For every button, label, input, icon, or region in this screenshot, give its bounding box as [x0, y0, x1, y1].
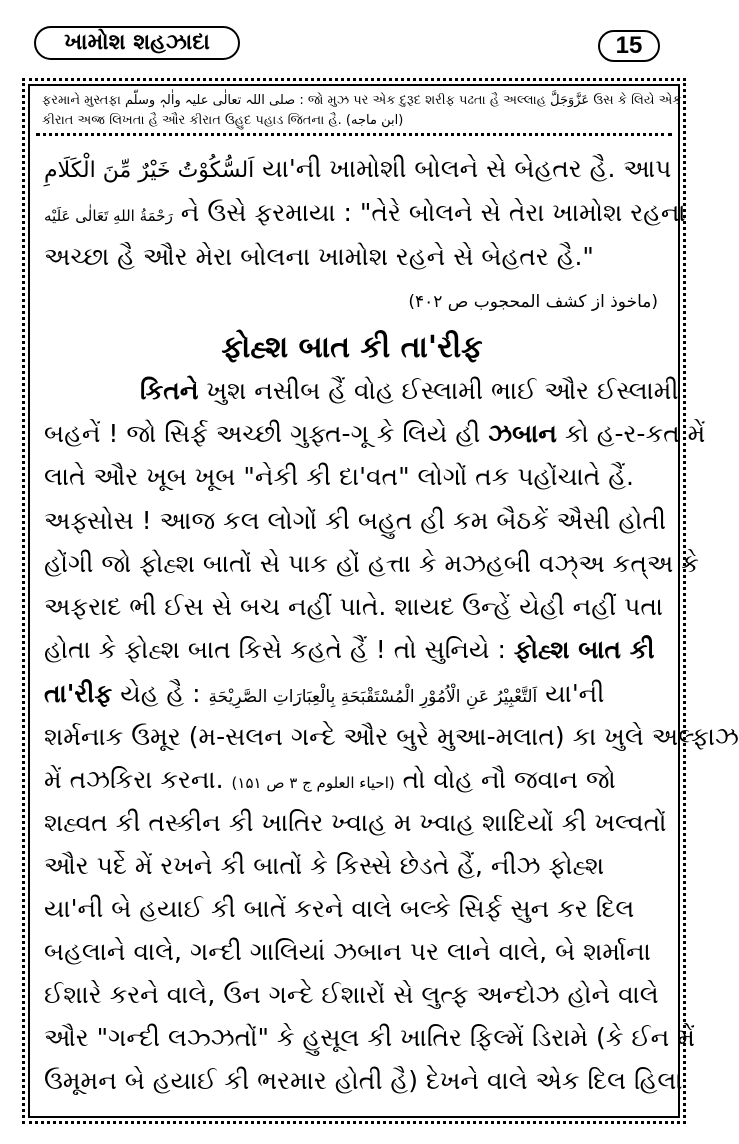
notice-line-1: ફરમાને મુસ્તફા صلی اللہ تعالٰی علیہ واٰلہٖ وسلّم : જો મુઝ પર એક દુરૂદ શરીફ પઢતા હૈ અલ્લાહ عَزَّوَجَلَّ ઉસ કે લિયે એક: [42, 93, 682, 108]
body-l1-bold: કિતને: [140, 376, 199, 405]
hadith-notice: [36, 90, 682, 136]
body-l8-a: યેહ હૈ :: [112, 679, 209, 708]
body-line-17: ઉમૂમન બે હયાઈ કી ભરમાર હોતી હૈ) દેખને વાલે એક દિલ હિલા: [44, 1066, 683, 1095]
notice-line-2: કીરાત અજ્ર લિખતા હૈ ઔર કીરાત ઉહુદ પહાડ જિતના હૈ. (ابن ماجه): [42, 113, 404, 128]
body-line-4: અફ્સોસ ! આજ કલ લોગોં કી બહુત હી કમ બૈઠકેં ઐસી હોતી: [44, 506, 667, 535]
body-line-7: [44, 631, 660, 671]
body-line-10: [44, 761, 660, 801]
body-l2-a: બહનેં ! જો સિર્ફ અચ્છી ગુફ્ત-ગૂ કે લિયે હી: [44, 419, 489, 448]
body-line-13: યા'ની બે હયાઈ કી બાતેં કરને વાલે બલ્કે સિર્ફ સુન કર દિલ: [44, 894, 635, 923]
body-l7-a: હોતા કે ફોહ્શ બાત કિસે કહતે હૈં ! તો સુનિયે :: [44, 635, 514, 664]
body-line-5: હોંગી જો ફોહ્શ બાતોં સે પાક હોં હત્તા કે મઝહબી વઝ્અ કત્અ કે: [44, 549, 699, 578]
body-line-16: ઔર "ગન્દી લઝ્ઝતોં" કે હુસૂલ કી ખાતિર ફિલ્મેં ડિરામે (કે ઈન મેં: [44, 1023, 695, 1052]
body-line-14: બહલાને વાલે, ગન્દી ગાલિયાં ઝબાન પર લાને વાલે, બે શર્માના: [44, 937, 651, 966]
body-line-1: [44, 372, 679, 412]
para1-line-3: અચ્છા હૈ ઔર મેરા બોલના ખામોશ રહને સે બેહતર હૈ.": [44, 242, 594, 271]
body-line-2: [44, 415, 706, 455]
body-line-8: [44, 675, 660, 715]
arabic-dua: رَحْمَةُ اللهِ تَعَالٰى عَلَيْه: [44, 207, 173, 225]
body-line-11: શહ્વત કી તસ્કીન કી ખાતિર ખ્વાહ મ ખ્વાહ શાદિયોં કી ખલ્વતોં: [44, 808, 667, 837]
body-line-3: લાતે ઔર ખૂબ ખૂબ "નેકી કી દા'વત" લોગોં તક પહોંચાતે હૈં.: [44, 462, 634, 491]
body-l8-b: યા'ની: [537, 679, 605, 708]
body-line-6: અફરાદ ભી ઈસ સે બચ નહીં પાતે. શાયદ ઉન્હેં યેહી નહીં પતા: [44, 592, 664, 621]
source-reference: (ماخوذ از کشف المحجوب ص ۴۰۲): [408, 292, 658, 312]
body-line-9: શર્મનાક ઉમૂર (મ-સલન ગન્દે ઔર બુરે મુઆ-મલાત) કા ખુલે અલ્ફાઝ: [44, 722, 739, 751]
body-l2-bold: ઝબાન: [488, 419, 557, 448]
body-l1-rest: ખુશ નસીબ હૈં વોહ ઈસ્લામી ભાઈ ઔર ઈસ્લામી: [198, 376, 679, 405]
arabic-quote: اَلسُّكُوْتُ خَيْرٌ مِّنَ الْكَلَامِ: [44, 158, 255, 183]
body-line-15: ઈશારે કરને વાલે, ઉન ગન્દે ઈશારોં સે લુત્ફ અન્દોઝ હોને વાલે: [44, 980, 659, 1009]
page-number: 15: [598, 30, 660, 62]
body-l2-b: કો હ-ર-કત મેં: [556, 419, 706, 448]
para1-line1-text: યા'ની ખામોશી બોલને સે બેહતર હૈ. આપ: [262, 154, 672, 183]
section-heading: ફોહ્શ બાત કી તા'રીફ: [221, 330, 483, 365]
body-l7-bold: ફોહ્શ બાત કી: [513, 635, 655, 664]
body-l10-a: મેં તઝકિરા કરના.: [44, 765, 232, 794]
book-title: ખામોશ શહઝાદા: [34, 26, 240, 60]
body-l8-bold: તા'રીફ: [44, 679, 113, 708]
para1-line-2: [44, 194, 686, 234]
body-line-12: ઔર પર્દે મેં રખને કી બાતોં કે કિસ્સે છેડતે હૈં, નીઝ ફોહ્શ: [44, 851, 605, 880]
para1-line2-text: ને ઉસે ફરમાયા : "તેરે બોલને સે તેરા ખામોશ રહના: [180, 198, 686, 227]
para1-line-1: [44, 150, 672, 190]
body-l10-b: તો વોહ નૌ જવાન જો: [394, 765, 616, 794]
arabic-definition: اَلتَّعْبِيْرُ عَنِ الْاُمُوْرِ الْمُسْتَقْبَحَةِ بِالْعِبَارَاتِ الصَّرِيْحَةِ: [208, 687, 538, 707]
source-reference-2: (احیاء العلوم ج ۳ ص ۱۵۱): [231, 774, 395, 792]
